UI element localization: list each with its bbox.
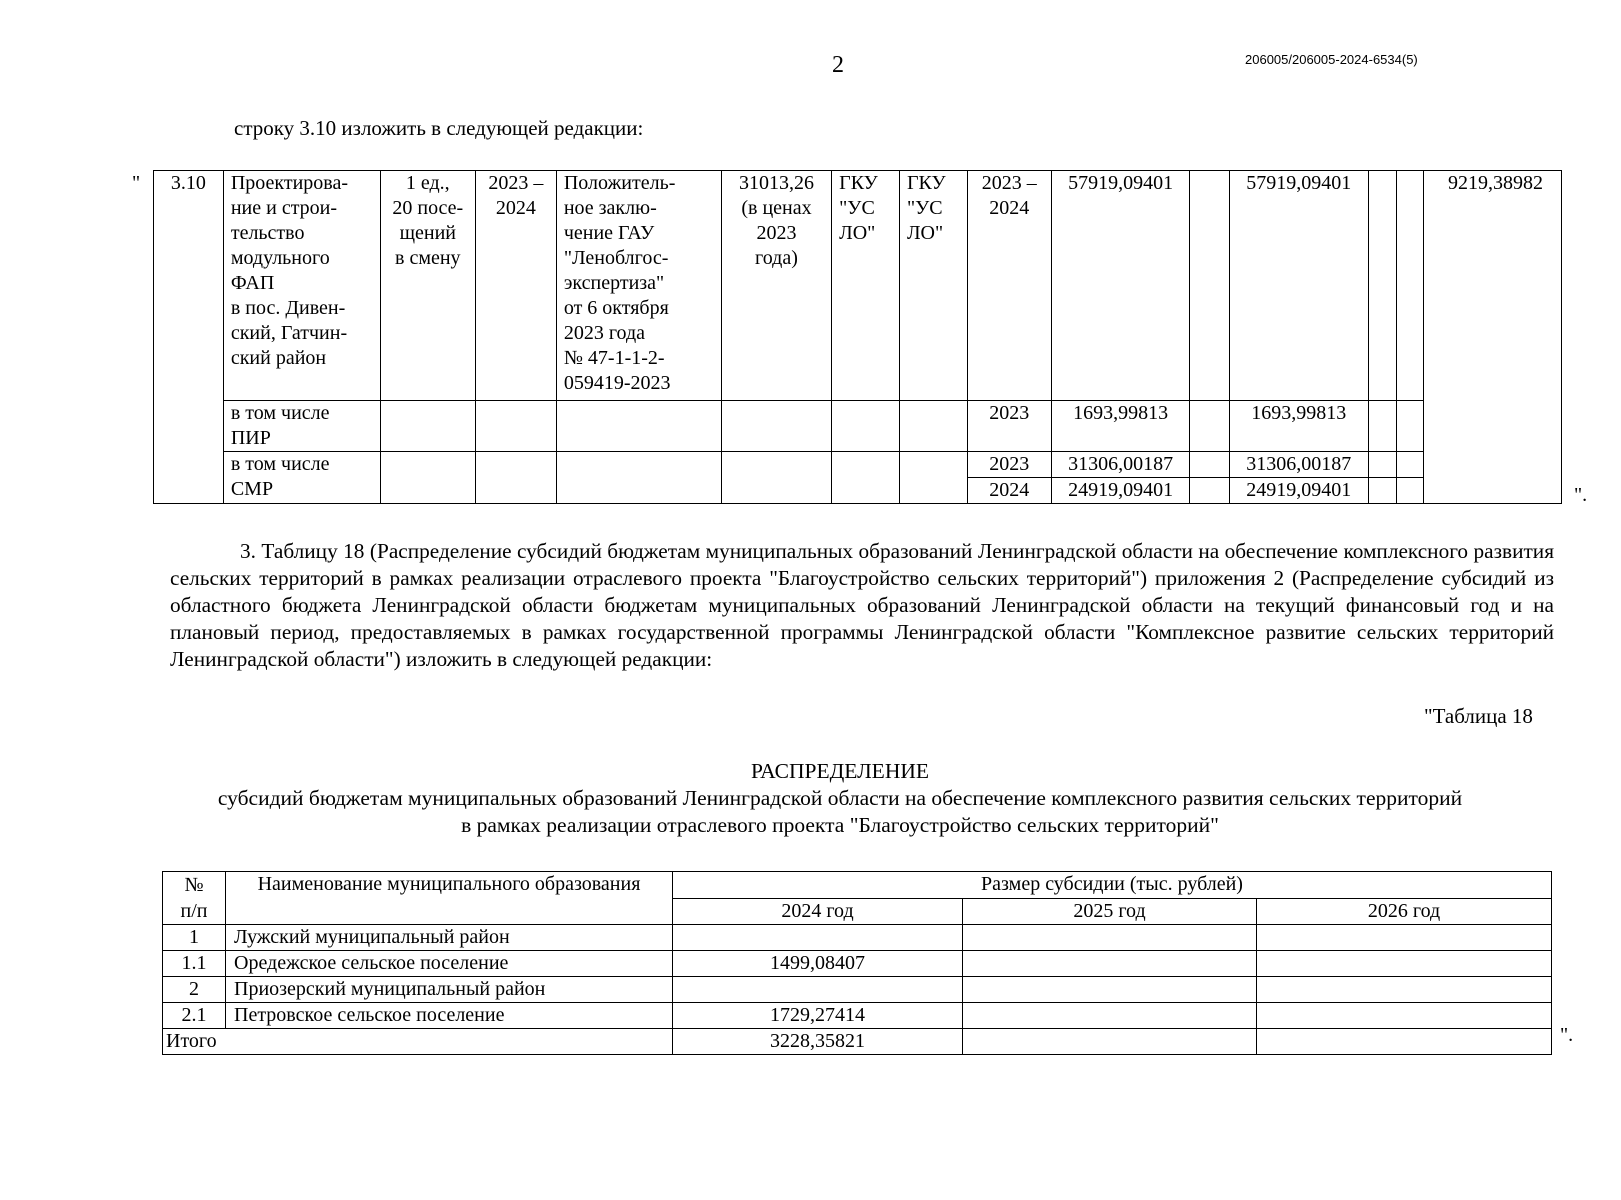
year-header-2025: 2025 год — [963, 899, 1257, 925]
empty-cell — [832, 452, 900, 504]
project-name: Проектирова- ние и строи- тельство модульного ФАП в пос. Дивен- ский, Гатчин- ский район — [223, 171, 380, 401]
empty-cell — [899, 401, 967, 452]
table-row — [163, 977, 1552, 1003]
table-row — [154, 401, 1562, 452]
pir-year: 2023 — [967, 401, 1051, 452]
smr-year: 2023 — [967, 452, 1051, 478]
empty-cell — [380, 401, 475, 452]
expertise: Положитель- ное заклю- чение ГАУ "Леноблгос- экспертиза" от 6 октября 2023 года № 47-1-1-2- 059419-2023 — [556, 171, 721, 401]
table-total-row — [163, 1029, 1552, 1055]
body-paragraph: 3. Таблицу 18 (Распределение субсидий бюджетам муниципальных образований Ленинградской области на обеспечение комплексного развития сельских территорий в рамках реализации отраслевого проекта "Благоустройство сельских территорий") приложения 2 (Распределение субсидий из областного бюджета Ленинградской области бюджетам муниципальных образований Ленинградской области на текущий финансовый год и на плановый период, предоставляемых в рамках государственной программы Ленинградской области "Комплексное развитие сельских территорий Ленинградской области") изложить в следующей редакции: — [170, 539, 1554, 671]
heading-title: РАСПРЕДЕЛЕНИЕ — [750, 759, 930, 783]
row-2025 — [963, 1003, 1257, 1029]
intro-text: строку 3.10 изложить в следующей редакции: — [234, 116, 644, 140]
row-num: 1 — [163, 925, 226, 951]
smr-regional: 31306,00187 — [1229, 452, 1368, 478]
table-label: "Таблица 18 — [1424, 704, 1533, 728]
regional-amount: 57919,09401 — [1229, 171, 1368, 401]
table-header-row — [163, 872, 1552, 899]
smr-label: в том числе СМР — [223, 452, 380, 504]
row-2024 — [673, 977, 963, 1003]
empty-cell — [832, 401, 900, 452]
table-row — [163, 1003, 1552, 1029]
close-quote: ". — [1560, 1024, 1574, 1046]
table-row — [154, 452, 1562, 478]
table-row — [163, 925, 1552, 951]
empty-cell — [1396, 452, 1423, 478]
total-label: Итого — [163, 1029, 673, 1055]
year-header-2024: 2024 год — [673, 899, 963, 925]
empty-cell — [1190, 401, 1229, 452]
pir-regional: 1693,99813 — [1229, 401, 1368, 452]
table-row — [163, 951, 1552, 977]
row-2024 — [673, 925, 963, 951]
row-2026 — [1257, 925, 1552, 951]
col-group-header: Размер субсидии (тыс. рублей) — [673, 872, 1552, 899]
open-quote: " — [132, 172, 141, 194]
total-2026 — [1257, 1029, 1552, 1055]
heading-line: субсидий бюджетам муниципальных образований Ленинградской области на обеспечение комплексного развития сельских территорий — [217, 786, 1463, 810]
smr-total: 24919,09401 — [1051, 478, 1190, 504]
empty-cell — [1368, 171, 1396, 401]
table-heading — [140, 758, 1540, 839]
row-2025 — [963, 951, 1257, 977]
developer: ГКУ "УС ЛО" — [899, 171, 967, 401]
empty-cell — [475, 401, 556, 452]
empty-cell — [721, 452, 831, 504]
empty-cell — [1368, 478, 1396, 504]
empty-cell — [556, 452, 721, 504]
smr-year: 2024 — [967, 478, 1051, 504]
capacity: 1 ед., 20 посе- щений в смену — [380, 171, 475, 401]
project-table — [153, 170, 1562, 504]
year-header-2026: 2026 год — [1257, 899, 1552, 925]
row-name: Лужский муниципальный район — [226, 925, 673, 951]
empty-cell — [1368, 401, 1396, 452]
row-num: 2 — [163, 977, 226, 1003]
document-id: 206005/206005-2024-6534(5) — [1245, 52, 1418, 67]
row-2024: 1499,08407 — [673, 951, 963, 977]
row-2025 — [963, 977, 1257, 1003]
row-name: Приозерский муниципальный район — [226, 977, 673, 1003]
cost: 31013,26 (в ценах 2023 года) — [721, 171, 831, 401]
row-name: Оредежское сельское поселение — [226, 951, 673, 977]
empty-cell — [1190, 452, 1229, 478]
smr-regional: 24919,09401 — [1229, 478, 1368, 504]
row-2026 — [1257, 1003, 1552, 1029]
heading-line: в рамках реализации отраслевого проекта "Благоустройство сельских территорий" — [461, 813, 1219, 837]
empty-cell — [1396, 401, 1423, 452]
smr-total: 31306,00187 — [1051, 452, 1190, 478]
period: 2023 – 2024 — [475, 171, 556, 401]
row-number: 3.10 — [154, 171, 224, 504]
row-2024: 1729,27414 — [673, 1003, 963, 1029]
empty-cell — [475, 452, 556, 504]
empty-cell — [1396, 478, 1423, 504]
empty-cell — [1368, 452, 1396, 478]
years: 2023 – 2024 — [967, 171, 1051, 401]
empty-cell — [380, 452, 475, 504]
empty-cell — [1396, 171, 1423, 401]
subsidy-table — [162, 871, 1552, 1055]
pir-total: 1693,99813 — [1051, 401, 1190, 452]
row-2026 — [1257, 977, 1552, 1003]
empty-cell — [556, 401, 721, 452]
last-amount: 9219,38982 — [1424, 171, 1562, 504]
total-2024: 3228,35821 — [673, 1029, 963, 1055]
total-2025 — [963, 1029, 1257, 1055]
col-num-header: № п/п — [163, 872, 226, 925]
close-quote: ". — [1574, 484, 1588, 506]
empty-cell — [721, 401, 831, 452]
page-number: 2 — [832, 52, 844, 78]
row-2026 — [1257, 951, 1552, 977]
empty-cell — [1190, 478, 1229, 504]
empty-cell — [1190, 171, 1229, 401]
row-num: 2.1 — [163, 1003, 226, 1029]
table-row — [154, 171, 1562, 401]
row-num: 1.1 — [163, 951, 226, 977]
row-2025 — [963, 925, 1257, 951]
customer: ГКУ "УС ЛО" — [832, 171, 900, 401]
pir-label: в том числе ПИР — [223, 401, 380, 452]
col-name-header: Наименование муниципального образования — [226, 872, 673, 925]
row-name: Петровское сельское поселение — [226, 1003, 673, 1029]
empty-cell — [899, 452, 967, 504]
total-amount: 57919,09401 — [1051, 171, 1190, 401]
